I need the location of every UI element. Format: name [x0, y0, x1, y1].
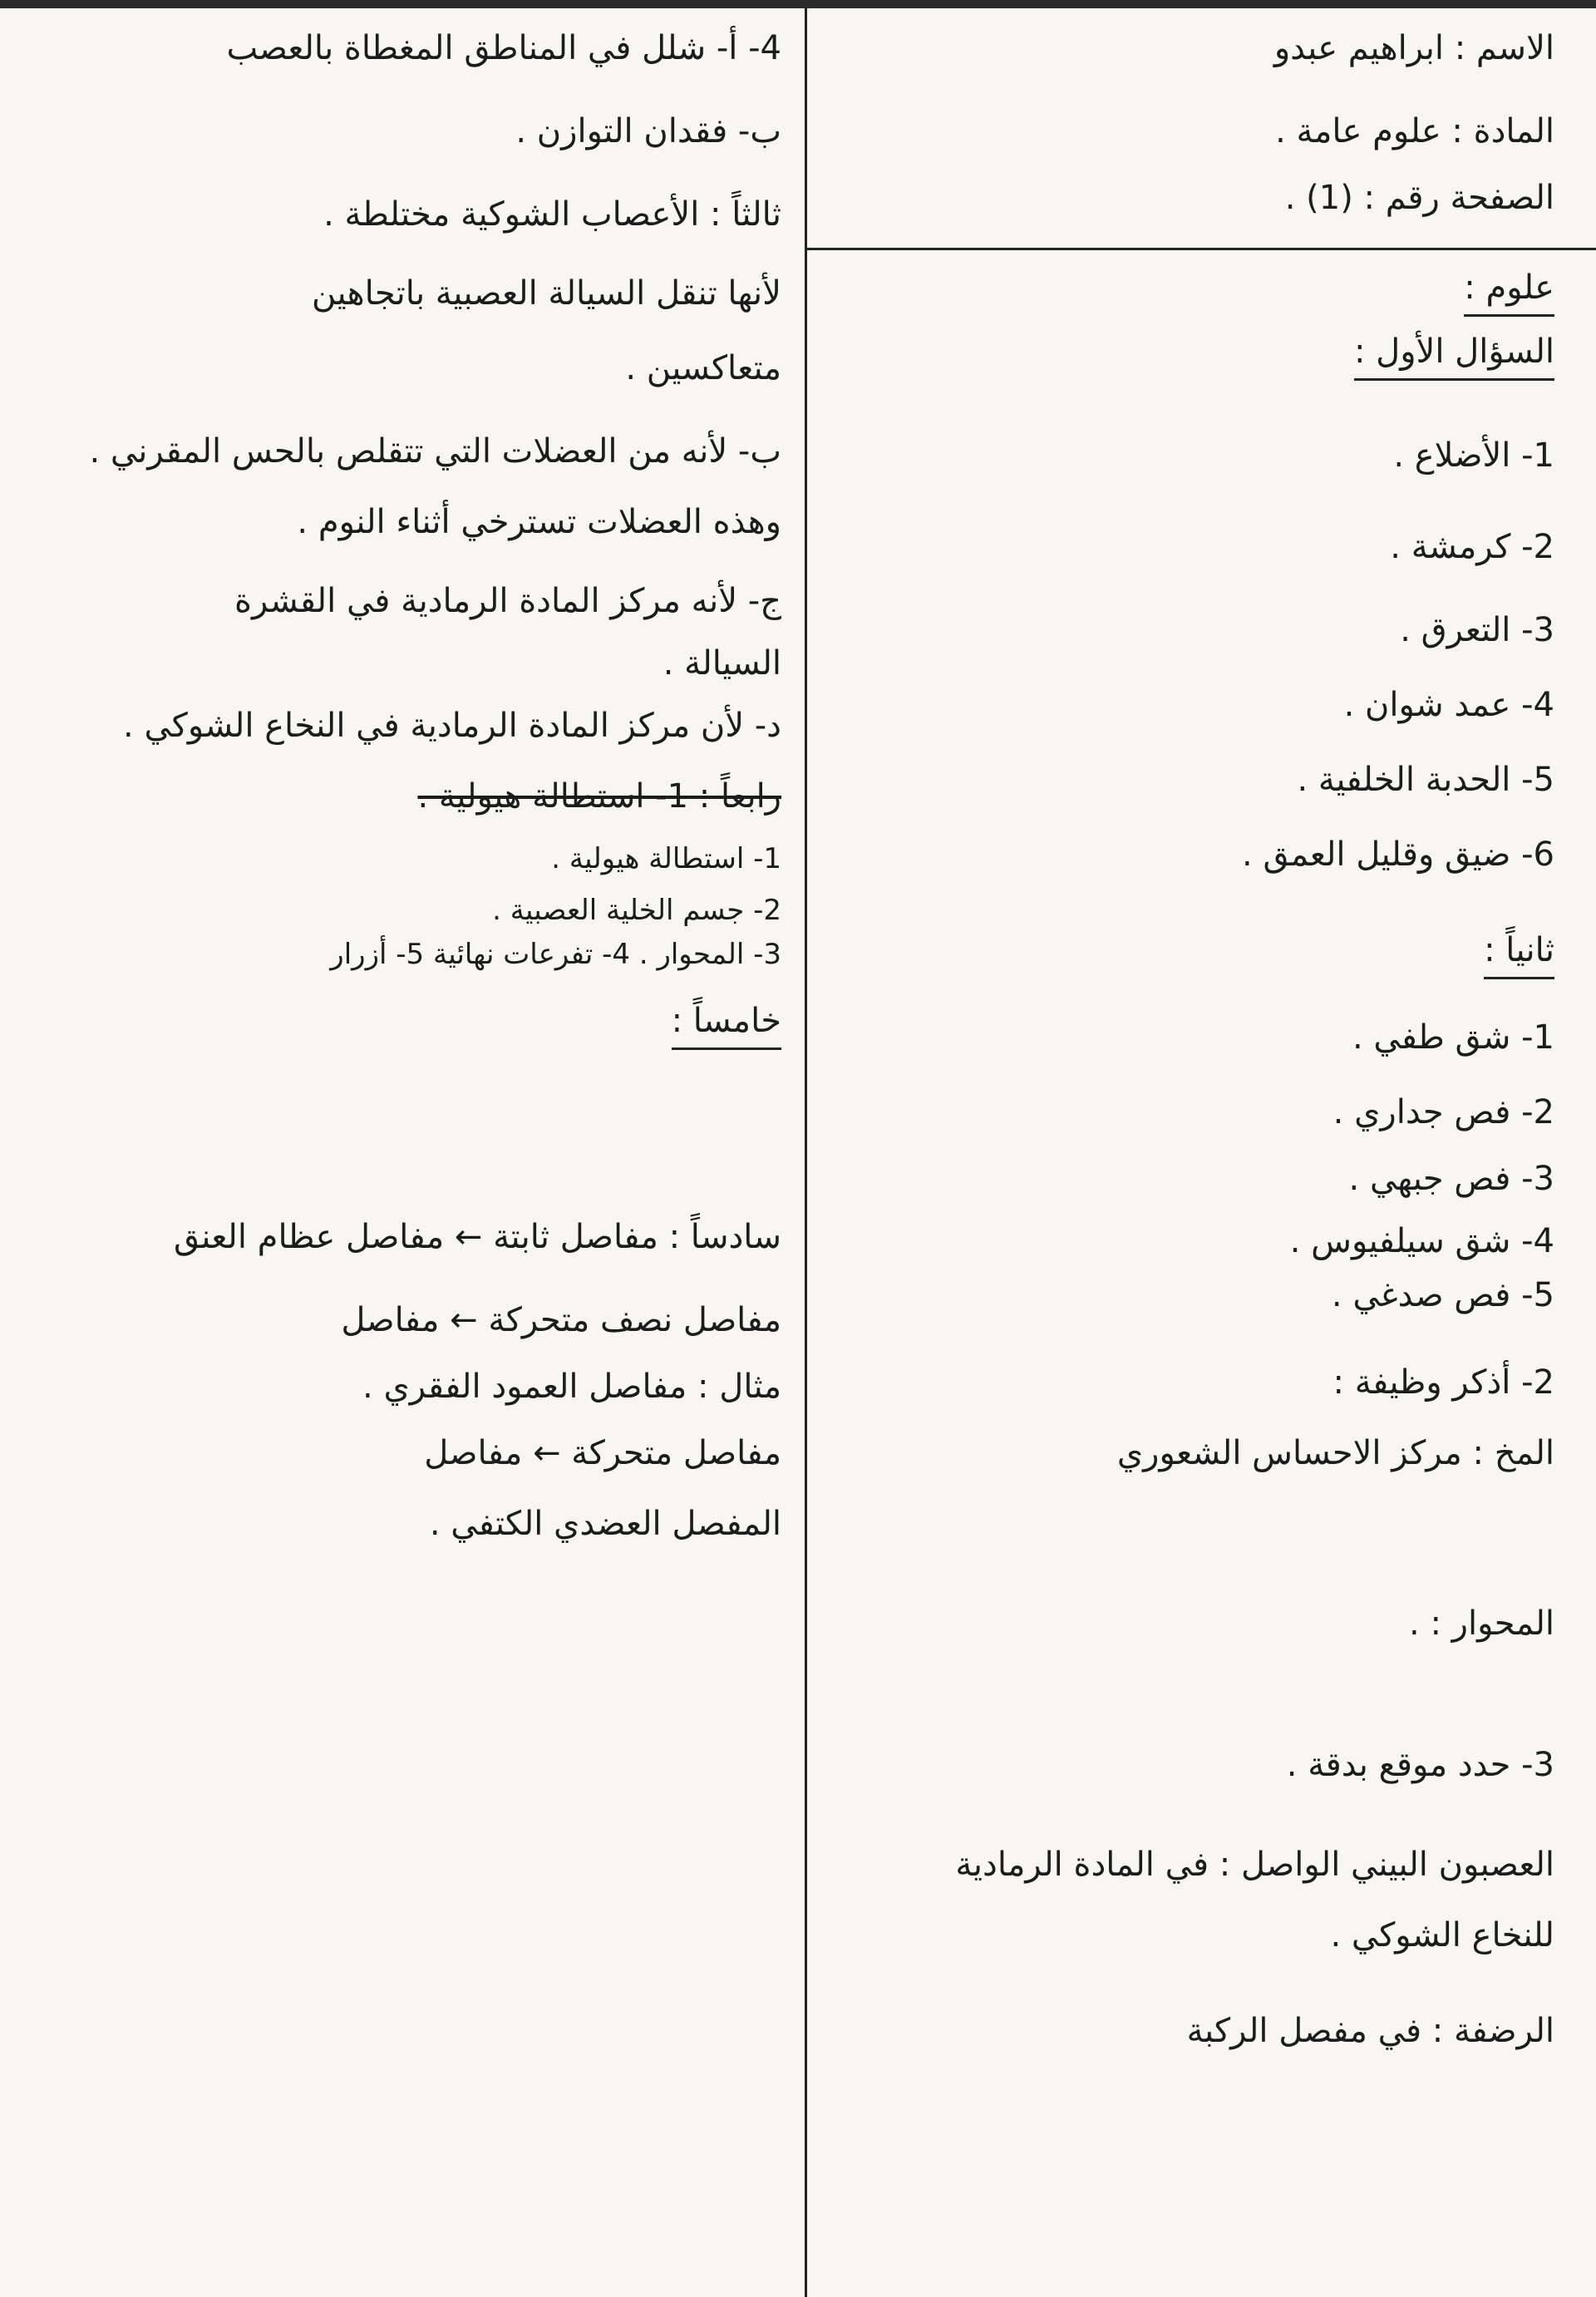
q2-2-item: المخ : مركز الاحساس الشعوري	[1116, 1434, 1554, 1472]
subject-line: المادة : علوم عامة .	[1275, 112, 1554, 150]
q2-2-item: للنخاع الشوكي .	[1330, 1916, 1554, 1954]
q4b-line: 2- جسم الخلية العصبية .	[492, 894, 781, 927]
q6-line: المفصل العضدي الكتفي .	[429, 1505, 781, 1543]
column-divider	[805, 8, 807, 2297]
q3-heading: ثالثاً : الأعصاب الشوكية مختلطة .	[323, 195, 781, 234]
q6-line: مثال : مفاصل العمود الفقري .	[362, 1368, 781, 1406]
q3-line: السيالة .	[663, 644, 781, 683]
q6-line: مفاصل نصف متحركة ← مفاصل	[341, 1301, 781, 1339]
q2-item: 2- فص جداري .	[1332, 1093, 1554, 1131]
page-number: الصفحة رقم : (1) .	[1284, 179, 1554, 217]
q6-line: سادساً : مفاصل ثابتة ← مفاصل عظام العنق	[173, 1218, 781, 1256]
q4b-heading-struck: رابعاً : 1- استطالة هيولية .	[417, 777, 781, 816]
q2-2-heading: 2- أذكر وظيفة :	[1332, 1363, 1554, 1402]
top-edge-shadow	[0, 0, 1596, 8]
student-name: الاسم : ابراهيم عبدو	[1273, 29, 1554, 67]
q1-item: 4- عمد شوان .	[1343, 686, 1554, 724]
q4-line: 4- أ- شلل في المناطق المغطاة بالعصب	[226, 29, 781, 67]
q3-line: ب- لأنه من العضلات التي تتقلص بالحس المقرني .	[89, 432, 781, 471]
q2-heading: ثانياً :	[1484, 927, 1554, 979]
q2-item: 5- فص صدغي .	[1331, 1276, 1554, 1314]
q1-item: 5- الحدبة الخلفية .	[1297, 761, 1554, 799]
q2-2-item: الرضفة : في مفصل الركبة	[1186, 2012, 1554, 2050]
q2-item: 4- شق سيلفيوس .	[1289, 1222, 1554, 1260]
q3-line: د- لأن مركز المادة الرمادية في النخاع الشوكي .	[123, 707, 781, 745]
q1-item: 6- ضيق وقليل العمق .	[1242, 835, 1554, 874]
q2-2-item: المحوار : .	[1409, 1604, 1554, 1643]
q4b-line: 1- استطالة هيولية .	[551, 842, 781, 875]
q1-item: 2- كرمشة .	[1390, 528, 1554, 566]
header-divider	[805, 248, 1596, 250]
q3-line: لأنها تنقل السيالة العصبية باتجاهين	[312, 274, 781, 313]
q1-heading: السؤال الأول :	[1354, 328, 1554, 381]
q3-line: وهذه العضلات تسترخي أثناء النوم .	[297, 503, 781, 541]
q1-item: 1- الأضلاع .	[1393, 436, 1554, 475]
q4b-line: 3- المحوار . 4- تفرعات نهائية 5- أزرار	[330, 938, 781, 971]
q2-item: 1- شق طفي .	[1352, 1018, 1554, 1057]
q1-item: 3- التعرق .	[1400, 611, 1554, 649]
q2-item: 3- فص جبهي .	[1348, 1160, 1554, 1198]
q3-line: متعاكسين .	[625, 349, 781, 387]
q2-2-item: 3- حدد موقع بدقة .	[1286, 1746, 1554, 1784]
q3-line: ج- لأنه مركز المادة الرمادية في القشرة	[234, 582, 781, 620]
subject-heading: علوم :	[1464, 264, 1554, 317]
q5-heading: خامساً :	[672, 998, 781, 1050]
q4-line: ب- فقدان التوازن .	[515, 112, 781, 150]
q2-2-item: العصبون البيني الواصل : في المادة الرمادية	[955, 1846, 1554, 1884]
q6-line: مفاصل متحركة ← مفاصل	[424, 1434, 781, 1472]
